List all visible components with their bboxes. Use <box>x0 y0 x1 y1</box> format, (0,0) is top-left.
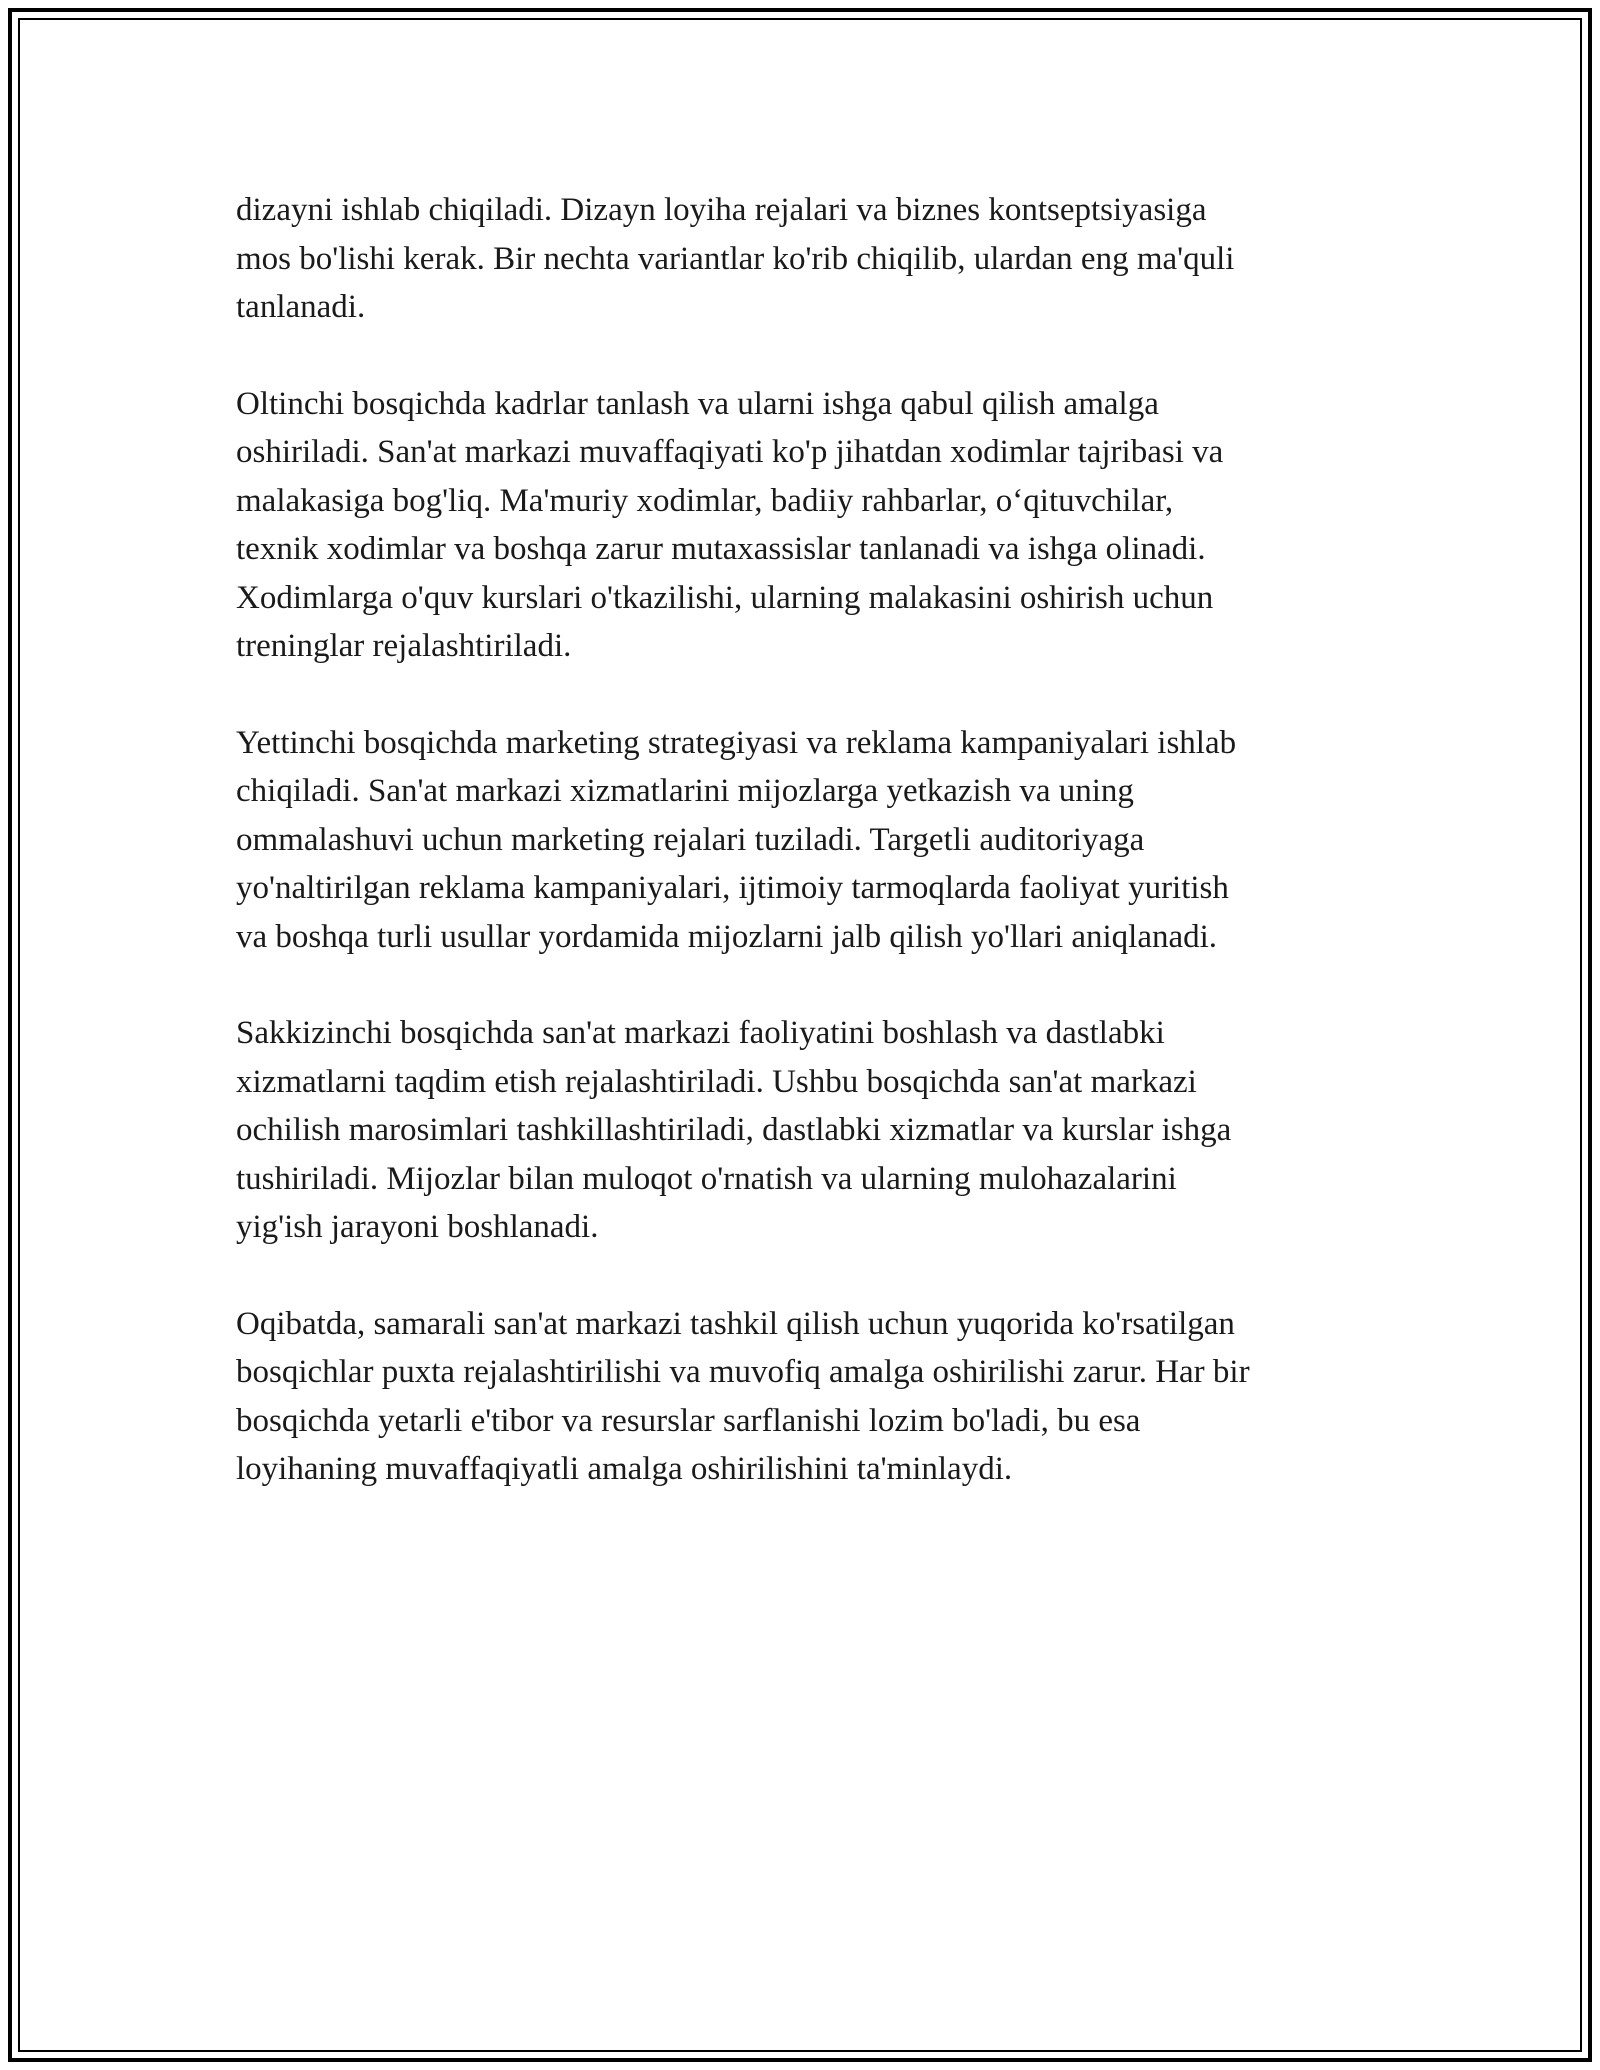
paragraph-conclusion: Oqibatda, samarali san'at markazi tashkil qilish uchun yuqorida ko'rsatilgan bosqichlar puxta rejalashtirilishi va muvofiq amalga oshirilishi zarur. Har bir bosqichda yetarli e'tibor va resurslar sarflanishi lozim bo'ladi, bu esa loyihaning muvaffaqiyatli amalga oshirilishini ta'minlaydi. <box>236 1305 1250 1487</box>
document-body <box>236 186 1386 1542</box>
paragraph-design: dizayni ishlab chiqiladi. Dizayn loyiha rejalari va biznes kontseptsiyasiga mos bo'lishi kerak. Bir nechta variantlar ko'rib chiqilib, ulardan eng ma'quli tanlanadi. <box>236 192 1235 325</box>
paragraph-stage-eight: Sakkizinchi bosqichda san'at markazi faoliyatini boshlash va dastlabki xizmatlarni taqdim etish rejalashtiriladi. Ushbu bosqichda san'at markazi ochilish marosimlari tashkillashtiriladi, dastlabki xizmatlar va kurslar ishga tushiriladi. Mijozlar bilan muloqot o'rnatish va ularning mulohazalarini yig'ish jarayoni boshlanadi. <box>236 1015 1232 1245</box>
paragraph-stage-seven: Yettinchi bosqichda marketing strategiyasi va reklama kampaniyalari ishlab chiqiladi. San'at markazi xizmatlarini mijozlarga yetkazish va uning ommalashuvi uchun marketing rejalari tuziladi. Targetli auditoriyaga yo'naltirilgan reklama kampaniyalari, ijtimoiy tarmoqlarda faoliyat yuritish va boshqa turli usullar yordamida mijozlarni jalb qilish yo'llari aniqlanadi. <box>236 724 1237 955</box>
paragraph-stage-six: Oltinchi bosqichda kadrlar tanlash va ularni ishga qabul qilish amalga oshiriladi. San'at markazi muvaffaqiyati ko'p jihatdan xodimlar tajribasi va malakasiga bog'liq. Ma'muriy xodimlar, badiiy rahbarlar, o‘qituvchilar, texnik xodimlar va boshqa zarur mutaxassislar tanlanadi va ishga olinadi. Xodimlarga o'quv kurslari o'tkazilishi, ularning malakasini oshirish uchun treninglar rejalashtiriladi. <box>236 385 1224 664</box>
